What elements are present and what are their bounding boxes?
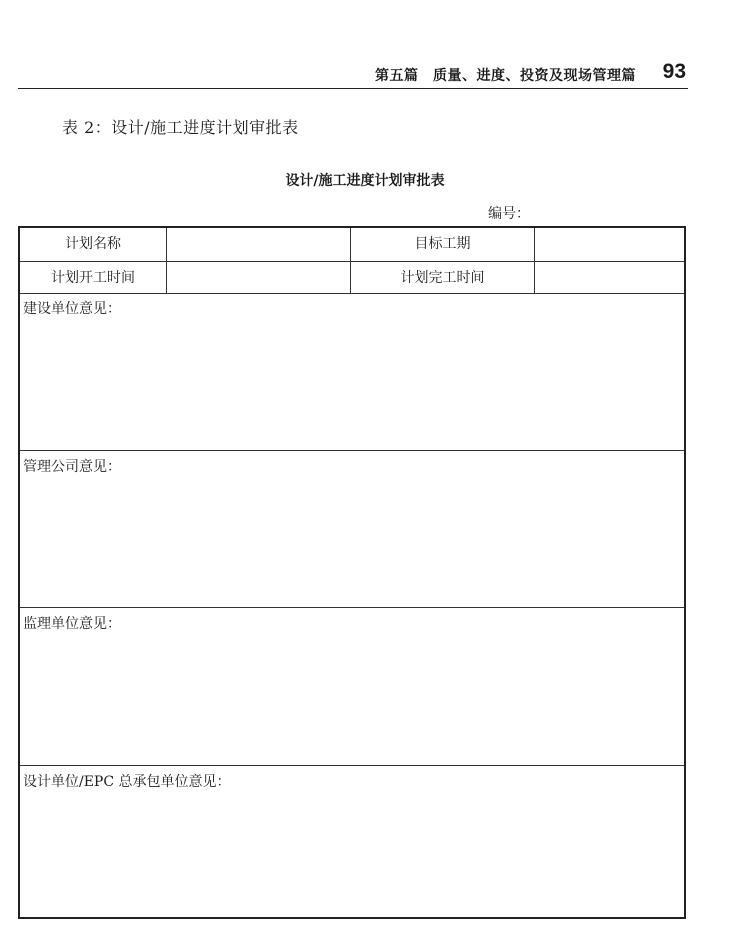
header-section-title: 第五篇 质量、进度、投资及现场管理篇 xyxy=(375,68,636,84)
target-period-label: 目标工期 xyxy=(414,236,471,252)
target-period-field[interactable] xyxy=(536,228,684,260)
column-divider xyxy=(166,228,167,294)
design-epc-opinion-label: 设计单位/EPC 总承包单位意见： xyxy=(23,774,231,790)
plan-name-field[interactable] xyxy=(168,228,349,260)
row-divider xyxy=(20,450,684,451)
row-divider xyxy=(20,607,684,608)
page-header xyxy=(18,58,688,89)
planned-finish-time-label: 计划完工时间 xyxy=(400,270,485,286)
owner-opinion-label: 建设单位意见： xyxy=(23,301,121,317)
planned-finish-time-field[interactable] xyxy=(536,262,684,294)
column-divider xyxy=(534,228,535,294)
form-title: 设计/施工进度计划审批表 xyxy=(285,173,445,189)
row-divider xyxy=(20,765,684,766)
planned-start-time-label: 计划开工时间 xyxy=(51,270,135,286)
planned-start-time-field[interactable] xyxy=(168,262,349,294)
serial-number-label: 编号： xyxy=(488,206,530,222)
table-caption: 表 2：设计/施工进度计划审批表 xyxy=(62,118,299,137)
supervision-opinion-label: 监理单位意见： xyxy=(23,616,121,632)
plan-name-label: 计划名称 xyxy=(65,236,121,252)
page-number: 93 xyxy=(662,60,686,83)
management-company-opinion-label: 管理公司意见： xyxy=(23,459,121,475)
approval-table xyxy=(18,226,686,919)
